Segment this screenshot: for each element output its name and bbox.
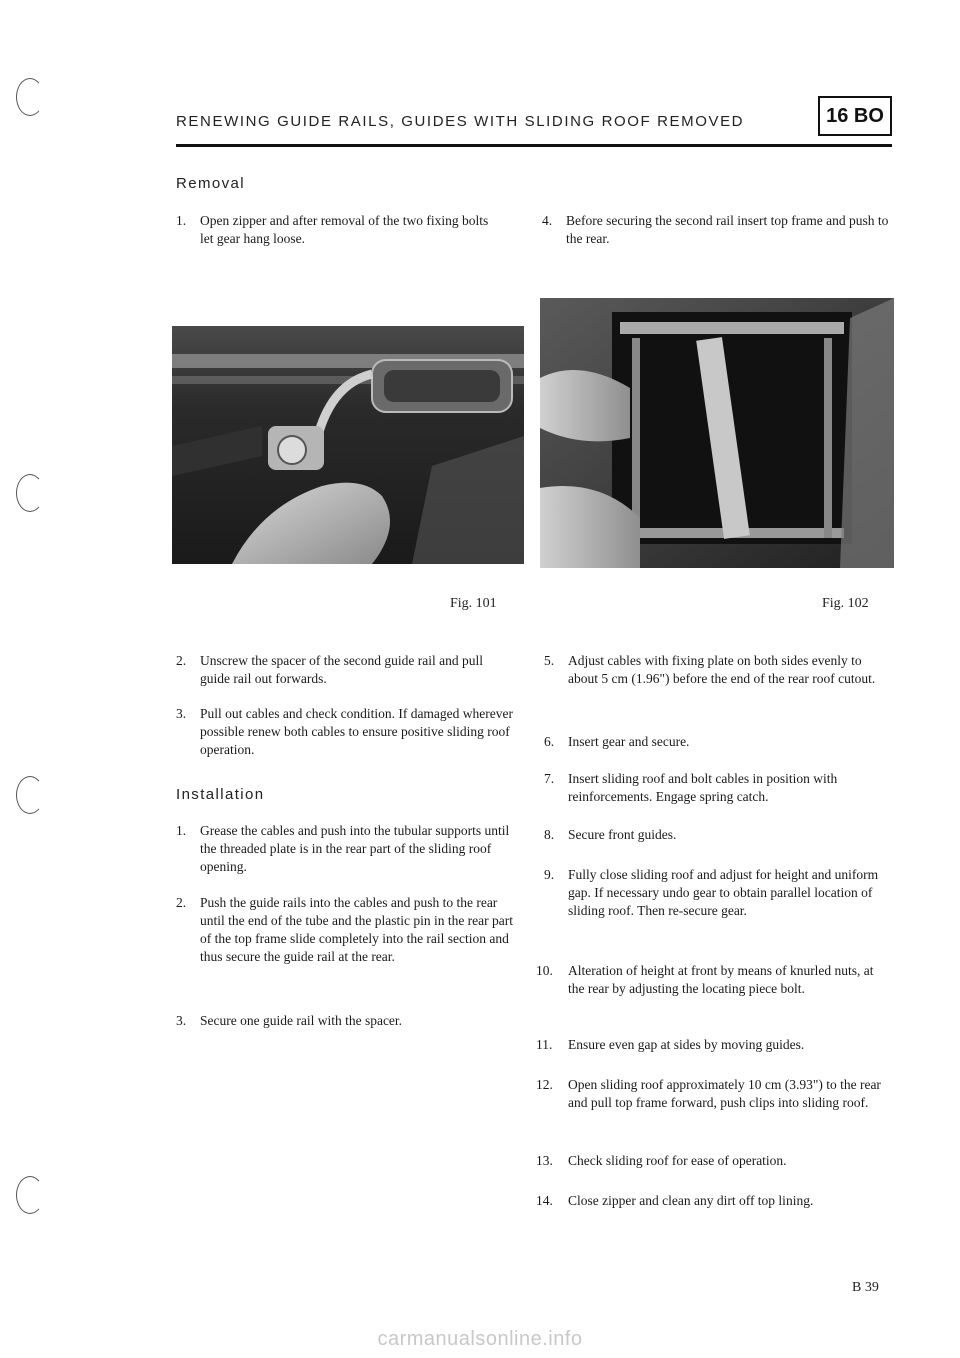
removal-step-4: 4. Before securing the second rail insert top frame and push to the rear. (542, 213, 889, 246)
installation-step-7: 7. Insert sliding roof and bolt cables in position with reinforcements. Engage spring catch. (544, 771, 838, 804)
installation-step-2: 2. Push the guide rails into the cables and push to the rear until the end of the tube and the plastic pin in the rear part of the top frame slide completely into the rail section and thus secure the guide rail at the rear. (176, 895, 514, 964)
header-rule (176, 144, 892, 147)
figure-102-caption: Fig. 102 (822, 596, 869, 611)
binder-hole (16, 776, 44, 814)
watermark: carmanualsonline.info (377, 1328, 583, 1350)
page-title: RENEWING GUIDE RAILS, GUIDES WITH SLIDING ROOF REMOVED (176, 113, 745, 130)
removal-step-2: 2. Unscrew the spacer of the second guide rail and pull guide rail out forwards. (176, 653, 484, 686)
installation-step-11: 11. Ensure even gap at sides by moving guides. (536, 1037, 805, 1052)
section-code-badge: 16 BO (818, 96, 892, 136)
installation-heading: Installation (176, 786, 265, 803)
figure-101-photo (172, 326, 524, 564)
installation-step-13: 13. Check sliding roof for ease of operation. (536, 1153, 787, 1168)
figure-102-photo (540, 298, 894, 568)
removal-heading: Removal (176, 175, 245, 192)
binder-hole (16, 1176, 44, 1214)
removal-step-3: 3. Pull out cables and check condition. If damaged wherever possible renew both cables to ensure positive sliding roof operation. (176, 706, 514, 757)
page-number: B 39 (852, 1280, 879, 1295)
installation-step-6: 6. Insert gear and secure. (544, 734, 690, 749)
installation-step-12: 12. Open sliding roof approximately 10 cm (3.93") to the rear and pull top frame forward, push clips into sliding roof. (536, 1077, 881, 1110)
installation-step-8: 8. Secure front guides. (544, 827, 677, 842)
installation-step-1: 1. Grease the cables and push into the tubular supports until the threaded plate is in the rear part of the sliding roof opening. (176, 823, 510, 874)
figure-101-caption: Fig. 101 (450, 596, 497, 611)
removal-step-1: 1. Open zipper and after removal of the two fixing bolts let gear hang loose. (176, 213, 489, 246)
installation-step-3: 3. Secure one guide rail with the spacer. (176, 1013, 403, 1028)
installation-step-9: 9. Fully close sliding roof and adjust for height and uniform gap. If necessary undo gear to obtain parallel location of sliding roof. Then re-secure gear. (544, 867, 879, 918)
installation-step-10: 10. Alteration of height at front by means of knurled nuts, at the rear by adjusting the locating piece bolt. (536, 963, 874, 996)
installation-step-5: 5. Adjust cables with fixing plate on both sides evenly to about 5 cm (1.96") before the end of the rear roof cutout. (544, 653, 876, 686)
binder-hole (16, 78, 44, 116)
installation-step-14: 14. Close zipper and clean any dirt off top lining. (536, 1193, 814, 1208)
binder-hole (16, 474, 44, 512)
